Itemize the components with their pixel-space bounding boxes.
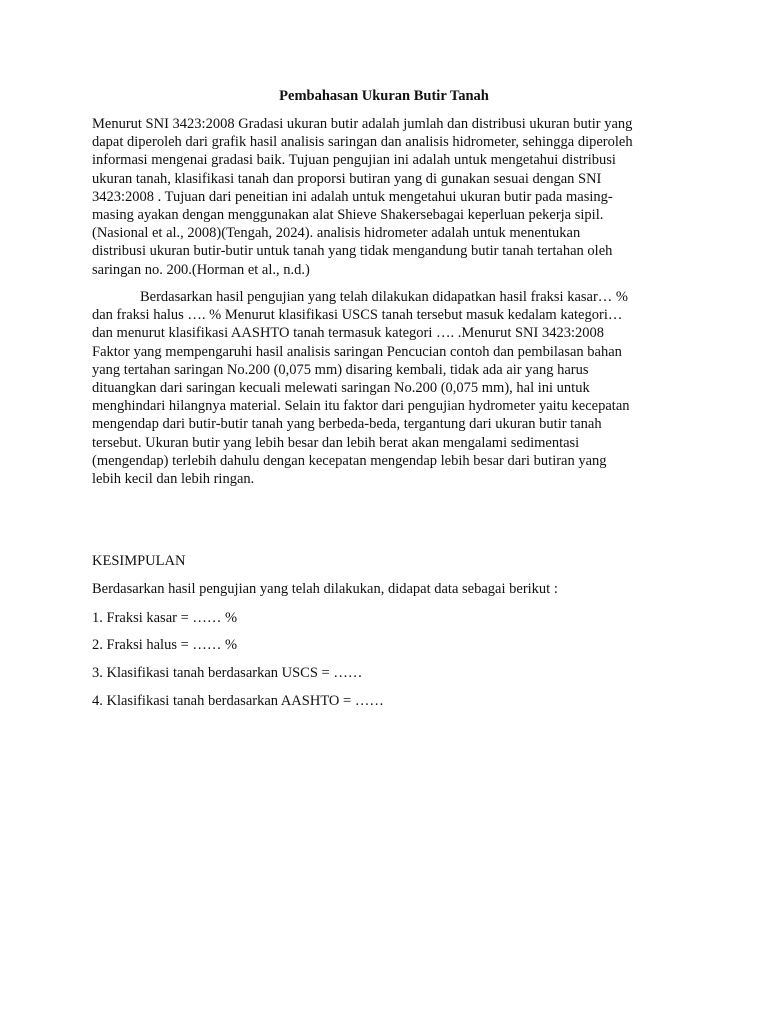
conclusion-item-uscs: 3. Klasifikasi tanah berdasarkan USCS = …… [92, 665, 363, 681]
text-line: dituangkan dari saringan kecuali melewati saringan No.200 (0,075 mm), hal ini untuk [92, 380, 590, 397]
paragraph-discussion [92, 288, 676, 488]
conclusion-item-fraksi-kasar: 1. Fraksi kasar = …… % [92, 610, 238, 626]
text-line: tersebut. Ukuran butir yang lebih besar dan lebih berat akan mengalami sedimentasi [92, 434, 580, 451]
text-line: lebih kecil dan lebih ringan. [92, 471, 255, 488]
paragraph-intro [92, 115, 676, 279]
text-line: dan fraksi halus …. % Menurut klasifikasi USCS tanah tersebut masuk kedalam kategori… [92, 307, 623, 324]
text-line: ukuran tanah, klasifikasi tanah dan proporsi butiran yang di gunakan sesuai dengan SNI [92, 170, 602, 187]
conclusion-item-aashto: 4. Klasifikasi tanah berdasarkan AASHTO = …… [92, 693, 384, 709]
text-line: menghindari hilangnya material. Selain itu faktor dari pengujian hydrometer yaitu kecepatan [92, 398, 630, 415]
text-line: informasi mengenai gradasi baik. Tujuan pengujian ini adalah untuk mengetahui distribusi [92, 152, 616, 169]
conclusion-item-fraksi-halus: 2. Fraksi halus = …… % [92, 637, 238, 653]
text-line: dan menurut klasifikasi AASHTO tanah termasuk kategori …. .Menurut SNI 3423:2008 [92, 325, 604, 342]
conclusion-intro: Berdasarkan hasil pengujian yang telah dilakukan, didapat data sebagai berikut : [92, 581, 558, 597]
text-line: dapat diperoleh dari grafik hasil analisis saringan dan analisis hidrometer, sehingga diperoleh [92, 134, 633, 151]
text-line: Berdasarkan hasil pengujian yang telah dilakukan didapatkan hasil fraksi kasar… % [140, 289, 629, 305]
text-line: distribusi ukuran butir-butir untuk tanah yang tidak mengandung butir tanah tertahan oleh [92, 243, 613, 260]
text-line: yang tertahan saringan No.200 (0,075 mm) disaring kembali, tidak ada air yang harus [92, 361, 589, 378]
text-line: masing ayakan dengan menggunakan alat Shieve Shakersebagai keperluan pekerja sipil. [92, 207, 604, 224]
text-line: (Nasional et al., 2008)(Tengah, 2024). analisis hidrometer adalah untuk menentukan [92, 225, 581, 242]
conclusion-heading: KESIMPULAN [92, 553, 186, 569]
document-title: Pembahasan Ukuran Butir Tanah [279, 88, 489, 104]
text-line: 3423:2008 . Tujuan dari peneitian ini adalah untuk mengetahui ukuran butir pada masing- [92, 188, 613, 205]
text-line: mengendap dari butir-butir tanah yang berbeda-beda, tergantung dari ukuran butir tanah [92, 416, 602, 433]
text-line: Menurut SNI 3423:2008 Gradasi ukuran butir adalah jumlah dan distribusi ukuran butir yang [92, 116, 633, 132]
text-line: (mengendap) terlebih dahulu dengan kecepatan mengendap lebih besar dari butiran yang [92, 452, 607, 469]
text-line: saringan no. 200.(Horman et al., n.d.) [92, 261, 310, 278]
text-line: Faktor yang mempengaruhi hasil analisis saringan Pencucian contoh dan pembilasan bahan [92, 343, 622, 360]
